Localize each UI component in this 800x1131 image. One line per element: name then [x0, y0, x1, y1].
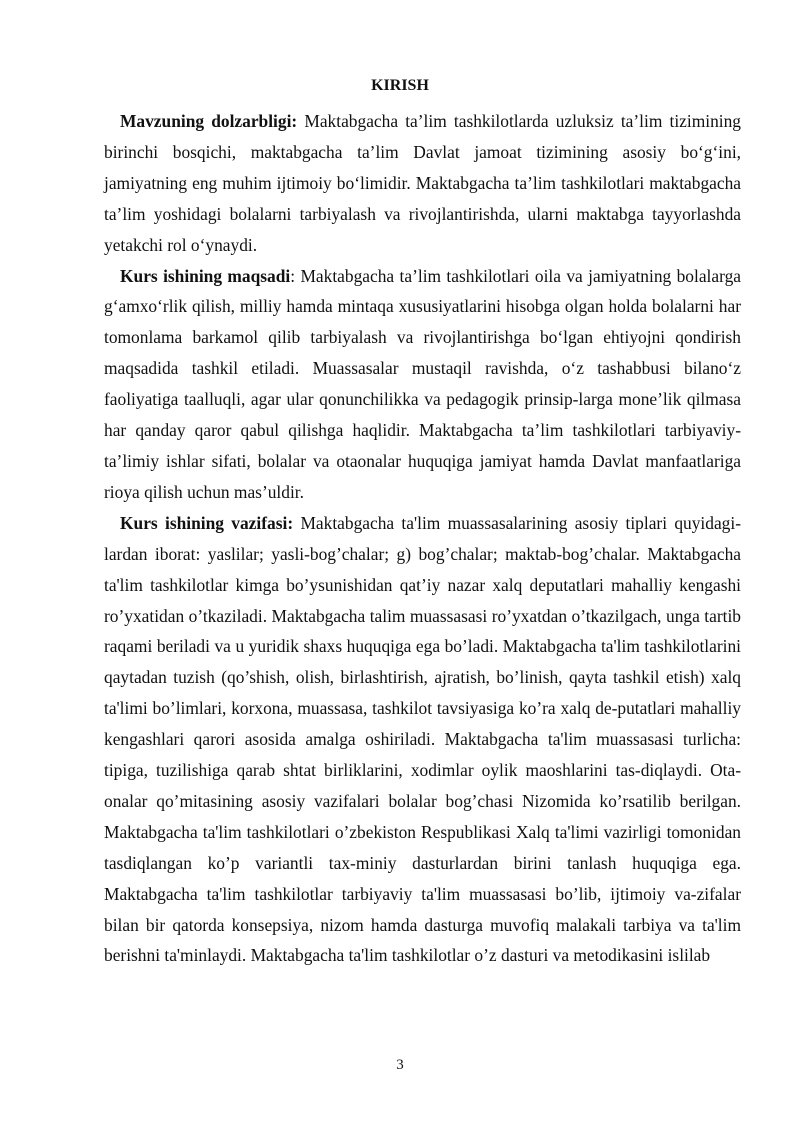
- paragraph-lead: Kurs ishining vazifasi:: [120, 512, 294, 533]
- paragraph-text: Maktabgacha ta’lim tashkilotlarda uzluksiz ta’lim tizimining birinchi bosqichi, maktabgacha ta’lim Davlat jamoat tizimining asosiy bo‘g‘ini, jamiyatning eng muhim ijtimoiy bo‘limidir. Maktabgacha ta’lim tashkilotlari maktabgacha ta’lim yoshidagi bolalarni tarbiyalash va rivojlantirishda, ularni maktabga tayyorlashda yetakchi rol o‘ynaydi.: [104, 111, 742, 255]
- page-title: KIRISH: [371, 77, 429, 94]
- page-number: 3: [396, 1057, 404, 1073]
- paragraph-text: Maktabgacha ta'lim muassasalarining asosiy tiplari quyidagi-lardan iborat: yaslilar; yasli-bog’chalar; g) bog’chalar; maktab-bog’chalar. Maktabgacha ta'lim tashkilotlar kimga bo’ysunishidan qat’iy nazar xalq deputatlari mahalliy kengashi ro’yxatidan o’tkaziladi. Maktabgacha talim muassasasi ro’yxatdan o’tkazilgach, unga tartib raqami beriladi va u yuridik shaxs huquqiga ega bo’ladi. Maktabgacha ta'lim tashkilotlarini qaytadan tuzish (qo’shish, olish, birlashtirish, ajratish, bo’linish, qayta tashkil etish) xalq ta'limi bo’limlari, korxona, muassasa, tashkilot tavsiyasiga ko’ra xalq de-putatlari mahalliy kengashlari qarori asosida amalga oshiriladi. Maktabgacha ta'lim muassasasi turlicha: tipiga, tuzilishiga qarab shtat birliklarini, xodimlar oylik maoshlarini tas-diqlaydi. Ota-onalar qo’mitasining asosiy vazifalari bolalar bog’chasi Nizomida ko’rsatilib berilgan. Maktabgacha ta'lim tashkilotlari o’zbekiston Respublikasi Xalq ta'limi vazirligi tomonidan tasdiqlangan ko’p variantli tax-miniy dasturlardan birini tanlash huquqiga ega. Maktabgacha ta'lim tashkilotlar tarbiyaviy ta'lim muassasasi bo’lib, ijtimoiy va-zifalar bilan bir qatorda konsepsiya, nizom hamda dasturga muvofiq malakali tarbiya va ta'lim berishni ta'minlaydi. Maktabgacha ta'lim tashkilotlar o’z dasturi va metodikasini islilab: [104, 512, 741, 966]
- paragraph-tasks: [104, 508, 741, 972]
- paragraph-lead: Mavzuning dolzarbligi:: [120, 111, 298, 131]
- paragraph-lead: Kurs ishining maqsadi: [120, 265, 291, 286]
- paragraph-relevance: [104, 106, 741, 261]
- paragraph-text: : Maktabgacha ta’lim tashkilotlari oila va jamiyatning bolalarga g‘amxo‘rlik qilish, milliy hamda mintaqa xususiyatlarini hisobga olgan holda bolalarni har tomonlama barkamol qilib tarbiyalash va rivojlantirishga bo‘lgan ehtiyojni qondirish maqsadida tashkil etiladi. Muassasalar mustaqil ravishda, o‘z tashabbusi bilano‘z faoliyatiga taalluqli, agar ular qonunchilikka va pedagogik prinsip-larga mone’lik qilmasa har qanday qaror qabul qilishga haqlidir. Maktabgacha ta’lim tashkilotlari tarbiyaviy-ta’limiy ishlar sifati, bolalar va otaonalar huquqiga jamiyat hamda Davlat manfaatlariga rioya qilish uchun mas’uldir.: [104, 265, 741, 502]
- paragraph-goal: [104, 261, 741, 508]
- document-body: [104, 106, 741, 971]
